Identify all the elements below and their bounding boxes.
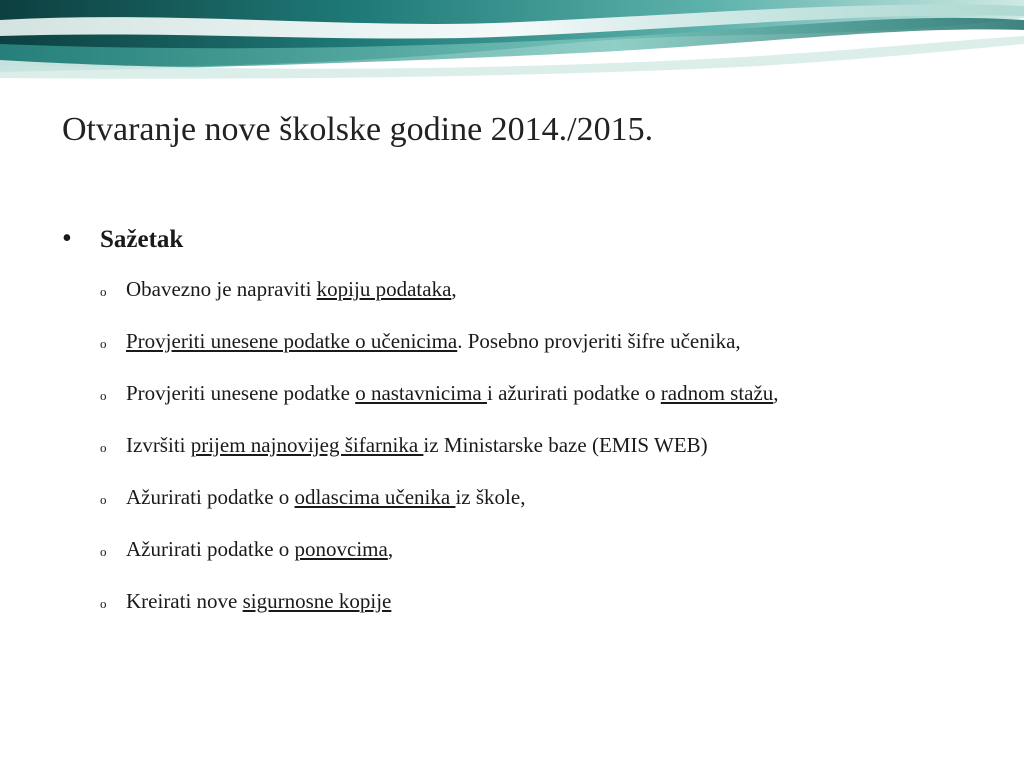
summary-list [100, 266, 1000, 630]
sub-bullet-icon: o [100, 544, 107, 559]
list-item [100, 318, 1000, 370]
sub-bullet-icon: o [100, 492, 107, 507]
sub-bullet-icon: o [100, 336, 107, 351]
link-o-nastavnicima[interactable]: o nastavnicima [355, 381, 487, 405]
list-item [100, 422, 1000, 474]
link-odlascima-ucenika[interactable]: odlascima učenika [294, 485, 456, 509]
link-kopiju-podataka[interactable]: kopiju podataka [316, 277, 452, 301]
item-text: i ažurirati podatke o [486, 381, 661, 405]
item-text: Kreirati nove [126, 589, 243, 613]
item-text: iz Ministarske baze (EMIS WEB) [423, 433, 708, 457]
sub-bullet-icon: o [100, 596, 107, 611]
list-item [100, 474, 1000, 526]
link-ponovcima[interactable]: ponovcima [294, 537, 388, 561]
section-title: Sažetak [100, 226, 184, 253]
item-text: Obavezno je napraviti [126, 277, 317, 301]
item-text: , [451, 277, 457, 301]
item-text: , [773, 381, 779, 405]
list-item [100, 370, 1000, 422]
link-prijem-sifarnika[interactable]: prijem najnovijeg šifarnika [190, 433, 424, 457]
list-item [100, 526, 1000, 578]
item-text: . Posebno provjeriti šifre učenika, [457, 329, 741, 353]
item-text: Izvršiti [126, 433, 191, 457]
section-heading [62, 222, 183, 257]
sub-bullet-icon: o [100, 440, 107, 455]
sub-bullet-icon: o [100, 284, 107, 299]
header-wave-banner [0, 0, 1024, 80]
list-item [100, 266, 1000, 318]
link-sigurnosne-kopije[interactable]: sigurnosne kopije [242, 589, 392, 613]
item-text: iz škole, [455, 485, 526, 509]
item-text: Ažurirati podatke o [126, 485, 295, 509]
link-radnom-stazu[interactable]: radnom stažu [660, 381, 774, 405]
bullet-icon: • [62, 223, 72, 254]
item-text: Ažurirati podatke o [126, 537, 295, 561]
page-title: Otvaranje nove školske godine 2014./2015. [62, 111, 654, 148]
list-item [100, 578, 1000, 630]
item-text: Provjeriti unesene podatke [126, 381, 356, 405]
item-text: , [387, 537, 394, 561]
sub-bullet-icon: o [100, 388, 107, 403]
link-provjeriti-podatke-ucenicima[interactable]: Provjeriti unesene podatke o učenicima [126, 329, 458, 353]
